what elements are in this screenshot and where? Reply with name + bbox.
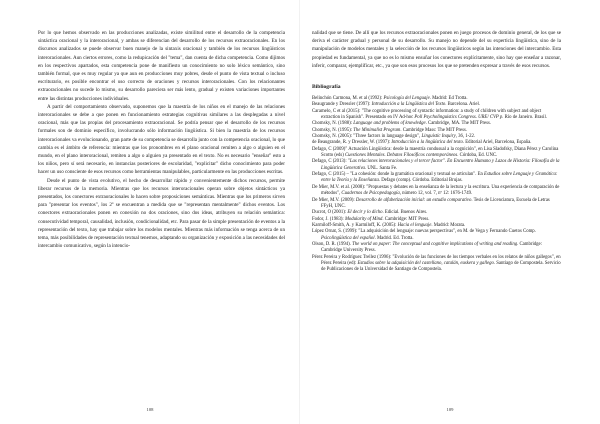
reference-title: The Minimalist Program bbox=[353, 127, 401, 133]
reference-title: The world on paper: The conceptual and cognitive implications of writing and reading bbox=[352, 241, 518, 247]
reference-entry bbox=[312, 159, 561, 172]
reference-text: Chomsky, N. (1995): bbox=[312, 127, 354, 133]
paragraph: A partir del comportamiento observado, suponemos que la maestría de los niños en el manejo de las relaciones interoracionales se debe a que ponen en funcionamiento estrategias cognitivas similares a las desplegadas a nivel oracional, más que las propias del procesamiento extraoracional. Se podría pensar que el desarrollo de los recursos formales son de dominio específico, involucrando sólo información lingüística. Si bien la maestría de los recursos interoracionales va evolucionando, gran parte de su competencia se desarrolla junto con la competencia oracional, lo que cambia es el ámbito de referencia: mientras que los pronombres en el plano oracional remiten a algo o alguien en el mundo, en el plano interoracional, remiten a algo o alguien ya presentado en el texto. No es necesario "enseñar" esto a los niños, pero sí será necesario, en instancias posteriores de escolaridad, "explicitar" dicho conocimiento para poder hacer un uso consciente de esos recursos como herramientas manipulables, particularmente en las producciones escritas. bbox=[38, 103, 285, 176]
reference-text: . Madrid: Morata. bbox=[431, 222, 466, 228]
reference-text: . Santiago de Compostela. Servicio de Publicaciones de la Universidad de Santiago de Compostela. bbox=[321, 260, 561, 273]
page-number: 108 bbox=[146, 407, 154, 412]
reference-title: Psicolingüística del español bbox=[321, 235, 375, 241]
reference-text: Belinchón Carmona, M. et al (1992): bbox=[312, 96, 384, 102]
reference-title: Desarrollo de alfabetización inicial: un estudio comparativo bbox=[355, 197, 472, 203]
reference-text: . Madrid. Ed. Trotta. bbox=[374, 235, 414, 241]
reference-text: . Cambridge: Cambridge University Press. bbox=[321, 241, 542, 254]
paragraph: nalidad que se tiene. De allí que los recursos extraoracionales ponen en juego procesos de dominio general, de los que se deriva el carácter gradual y personal de su desarrollo. Su manejo no depende del su experticia lingüística, sino de la manipulación de modelos mentales y la selección de los recursos lingüísticos según las intenciones del intercambio. Esta propiedad es fundamental, ya que no es lo mismo ensuñar los conectores explícitamente, sino hay que enseñar a razonar, inferir, comparar, ejemplificar, etc., ya que son esos procesos los que se pretenden expresar a través de esos recursos. bbox=[312, 30, 561, 69]
reference-text: Defago, C (2015) – "La cohesión: donde la gramática oracional y textual se articulan". En bbox=[312, 172, 485, 178]
reference-text: . UNL. Santa Fe. bbox=[364, 165, 398, 171]
reference-entry bbox=[312, 198, 561, 211]
reference-title: Cuadernos de Psicopedagogía bbox=[341, 191, 400, 197]
reference-title: Hacia el lenguaje bbox=[397, 222, 432, 228]
reference-entry bbox=[312, 255, 561, 274]
reference-title: Psicología del Lenguaje bbox=[383, 96, 430, 102]
left-text-column bbox=[38, 29, 285, 250]
reference-title: Modularity of Mind bbox=[344, 216, 383, 222]
reference-entry bbox=[312, 172, 561, 185]
reference-entry bbox=[312, 147, 561, 160]
page-number: 109 bbox=[446, 407, 454, 412]
reference-text: . Defago (comp). Córdoba. Editorial Brujas. bbox=[378, 178, 463, 184]
reference-text: , número 12, vol. 7, nº 12: 1676-1749. bbox=[399, 191, 473, 197]
reference-entry bbox=[312, 229, 561, 242]
reference-text: López Ornat, S. (1999): "La adquisición del lenguaje: nuevas perspectivas", en M. de Vega y Fernando Cuetos Comp. bbox=[312, 229, 536, 235]
reference-text: Pérez Pereira y Rodríguez Trellez (1996): "Evolución de las funciones de los tiempos verbales en los relatos de niños gallegos", en Pérez Pereira (ed): bbox=[312, 254, 561, 266]
reference-title: El decir y lo dicho bbox=[347, 210, 383, 216]
reference-text: , 36, 1-22. bbox=[455, 134, 476, 140]
reference-text: Chomsky, N. (1988): bbox=[312, 121, 354, 127]
reference-text: De Mier, M.V. (2009): bbox=[312, 197, 356, 203]
reference-entry bbox=[312, 109, 561, 122]
paragraph: Desde el punto de vista evolutivo, el hecho de desarrollar rápido y convenientemente dichos recursos, permite liberar recursos de la memoria. Mientras que los recursos interoracionales operan sobre objetos sintácticos ya presentados, los conectores extraoracionales lo hacen sobre proposiciones semánticas. Mientras que los primeros sirven para "presentar los eventos", los 2º se encuentran a medida que se "representan mentalmente" dichos eventos. Los conectores extraoracionales ponen en conexión no dos oraciones, sino dos ideas, atribuyen su relación semántica: consecutividad temporal, causalidad, inclusión, condicionalidad, etc. Para pasar de la simple presentación de eventos a la representación del texto, hay que trabajar sobre los modelos mentales. Mientras más información se tenga acerca de un tema, más posibilidades de representación textual tenemos, adaptando su organización y exposición a las necesidades del intercambio comunicativo, según la intencio- bbox=[38, 177, 285, 250]
reference-title: Estudios sobre Lenguaje y Gramática: entre la Teoría y la Enseñanza bbox=[321, 172, 558, 184]
right-text-column bbox=[312, 29, 561, 274]
reference-title: Linguistic Inquiry bbox=[421, 134, 456, 140]
right-page bbox=[300, 0, 600, 424]
reference-title: Introducción a la Lingüística del Texto bbox=[371, 102, 446, 108]
reference-text: . Cambridge: MIT Press. bbox=[382, 216, 430, 222]
reference-text: . Barcelona. Ariel. bbox=[445, 102, 480, 108]
reference-list bbox=[312, 96, 561, 274]
reference-text: Ducrot, O (2001): bbox=[312, 210, 348, 216]
reference-text: Chomsky, N. (2005): "Three factors in language design", bbox=[312, 134, 422, 140]
reference-text: Defago, C (2009)" Actuación Lingüística: desde la maestría condusual a la cognición", en Lisa Sladofsky, Diana Pérez y Carolina Scotto (eds) bbox=[312, 146, 559, 159]
reference-text: Caramelo, C et al (2015): "The cognitive processing of syntactic information: a study of children with subject and object extraction in Spanish". Presentado en IV Ad-hoc bbox=[312, 108, 542, 121]
reference-title: Estudios sobre la adquisición del castellano, catalán, euskera y gallego bbox=[357, 260, 494, 266]
reference-text: Defago, C (2013): bbox=[312, 159, 348, 165]
reference-text: . Cambridge, MA. The MIT Press. bbox=[425, 121, 492, 127]
reference-title: "Las relaciones interoracionales y el tercer factor". En Encuentro Humano y Lazos de Historia: Filosofía de la Lingüística Generativa bbox=[321, 159, 560, 171]
reference-text: De Mier, M.V. et al. (2008): "Propuestas y debates en la enseñanza de la lectura y la escritura. Una experiencia de comparación de métodos", bbox=[312, 184, 560, 197]
reference-text: de Beaugrande, R. y Dressler, W. (1997): bbox=[312, 140, 392, 146]
reference-text: . Madrid: Ed Trotta. bbox=[429, 96, 468, 102]
reference-title: Poll Psycholinguistics Congress. URE/ CVP p. bbox=[414, 115, 504, 121]
bibliography-heading: Bibliografía bbox=[312, 84, 341, 91]
reference-text: Fodor, J. (1983): bbox=[312, 216, 345, 222]
reference-title: Cuestiones Mentales. Debates Filosóficos contemporáneos bbox=[345, 153, 458, 159]
reference-text: . Editorial Ariel, Barcelona, España. bbox=[462, 140, 532, 146]
reference-text: Karmiloff-Smith, A. y Karmiloff, K. (2005): bbox=[312, 222, 398, 228]
reference-text: . Cambridge Mass: The MIT Press. bbox=[400, 127, 468, 133]
reference-entry bbox=[312, 242, 561, 255]
reference-title: Introducción a la lingüística del texto bbox=[391, 140, 463, 146]
reference-title: Language and problems of knowledge bbox=[353, 121, 426, 127]
paragraph: Por lo que hemos observado en las producciones analizadas, existe similitud entre el desarrollo de la competencia sintáctica oracional y la interoracional, y ambas se diferencian del desarrollo de los recursos extraoracionales. En los discursos analizados se puede observar buen manejo de la sintaxis oracional y también de los recursos lingüísticos interoracionales. Aun ciertos errores, como la redupicación del "tema", dan cuenta de dicha competencia. Como dijimos en los respectivos apartados, esta competencia pone de manifiesto un conocimiento no solo léxico semántico, sino también formal, que es muy regular ya que aun en producciones muy pobres, desde el punto de vista textual o incluso escriturario, es posible encontrar el uso correcto de oraciones y recursos interoracionales. Con los relacionantes extraoracionales no sucede lo mismo, su desarrollo pareciera ser más lento, gradual y existen variaciones importantes entre las distintas producciones individuales. bbox=[38, 30, 285, 102]
reference-text: Beaugrande y Dressler (1997): bbox=[312, 102, 372, 108]
reference-entry bbox=[312, 185, 561, 198]
reference-text: . Tesis de Licenciatura, Escuela de Letras FFyH, UNC. bbox=[321, 197, 550, 209]
reference-text: Olson, D. R. (1994). bbox=[312, 241, 353, 247]
reference-text: Río de Janeiro. Brasil. bbox=[503, 115, 548, 121]
reference-text: . Córdoba, Ed. UNC. bbox=[457, 153, 498, 159]
reference-text: . Edicial. Buenos Aires. bbox=[382, 210, 428, 216]
